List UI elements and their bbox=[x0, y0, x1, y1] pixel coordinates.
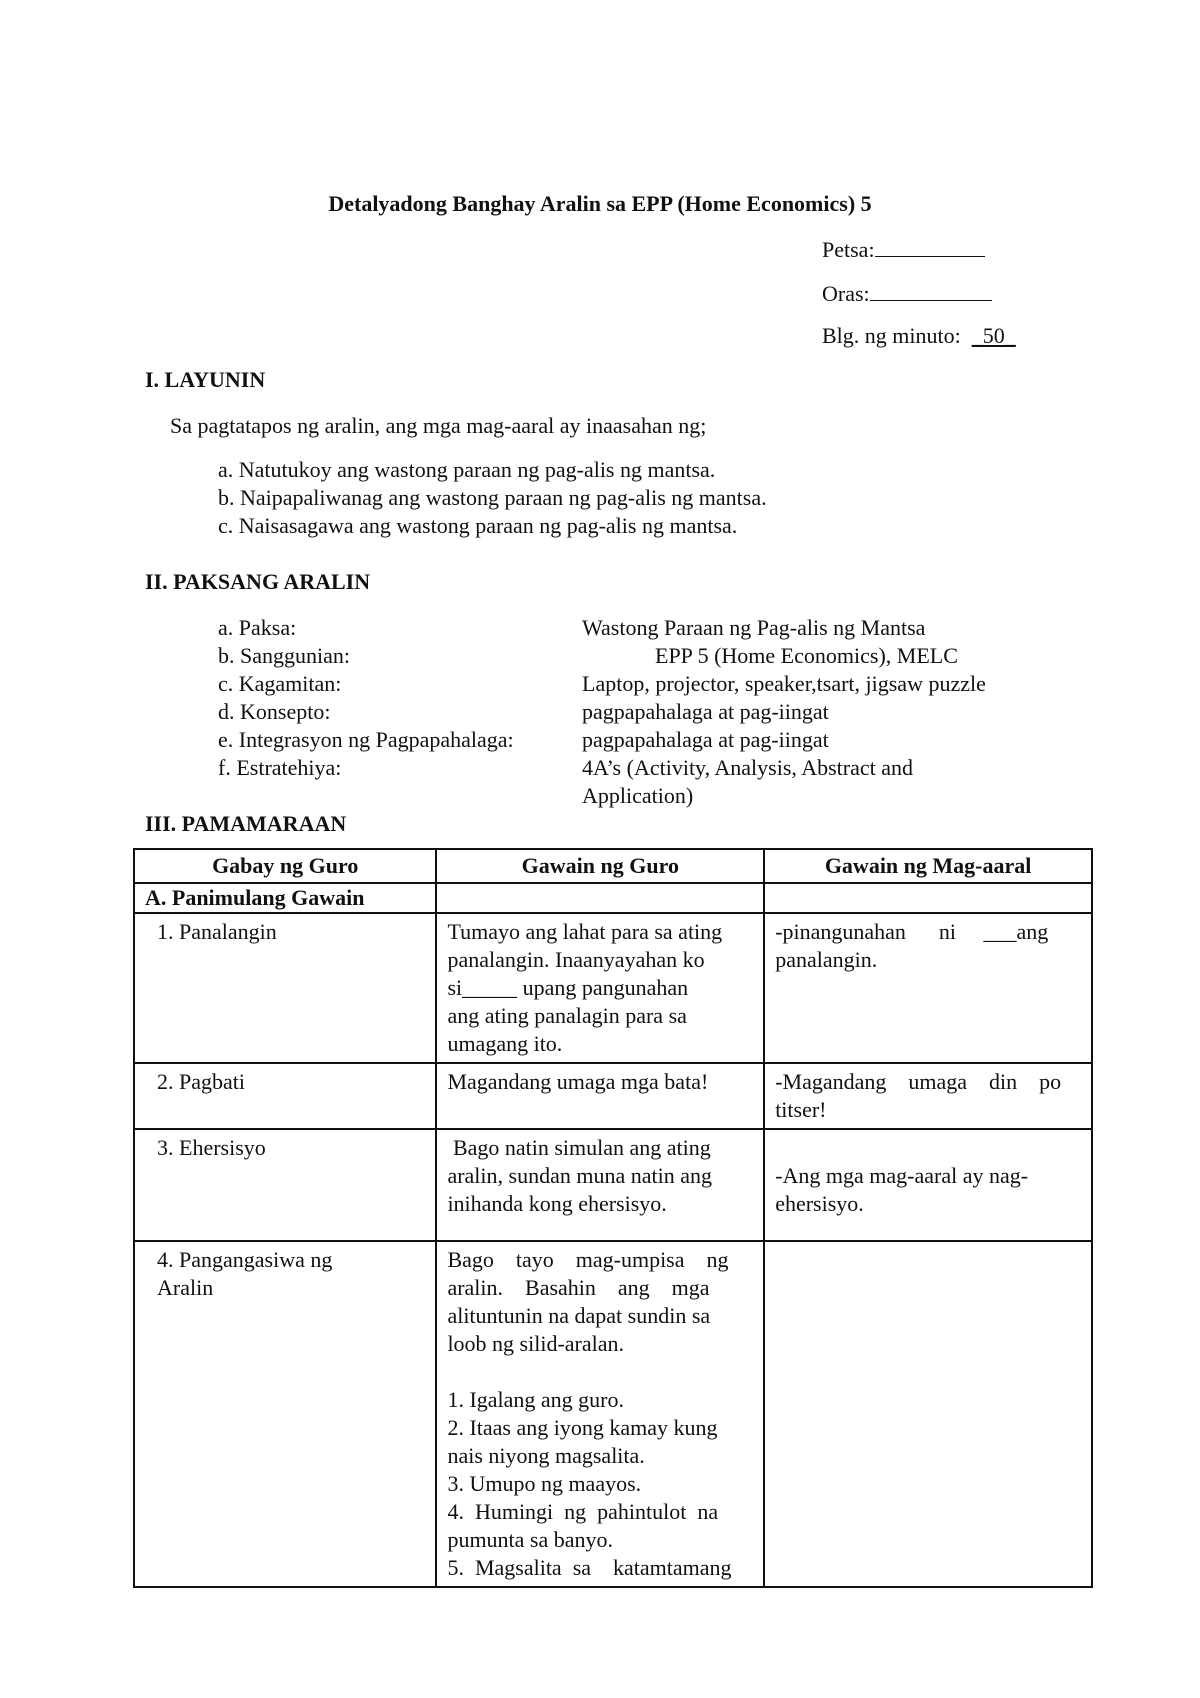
table-row bbox=[134, 1129, 1092, 1241]
document-title: Detalyadong Banghay Aralin sa EPP (Home Economics) 5 bbox=[328, 191, 872, 216]
sanggunian-label: b. Sanggunian: bbox=[218, 643, 350, 668]
teacher-line: ang ating panalagin para sa bbox=[447, 1003, 687, 1028]
guide-cell: 1. Panalangin bbox=[134, 913, 436, 1063]
teacher-line: umagang ito. bbox=[447, 1031, 563, 1056]
kagamitan-value: Laptop, projector, speaker,tsart, jigsaw puzzle bbox=[582, 671, 986, 696]
guide-cell: 3. Ehersisyo bbox=[134, 1129, 436, 1241]
estratehiya-value: 4A’s (Activity, Analysis, Abstract and bbox=[582, 755, 913, 780]
konsepto-value: pagpapahalaga at pag-iingat bbox=[582, 699, 829, 724]
rule-item: 5. Magsalita sa katamtamang bbox=[447, 1555, 732, 1580]
integrasyon-value: pagpapahalaga at pag-iingat bbox=[582, 727, 829, 752]
layunin-item-c: c. Naisasagawa ang wastong paraan ng pag-alis ng mantsa. bbox=[218, 513, 738, 538]
teacher-line-blank bbox=[447, 1358, 753, 1386]
header-gabay: Gabay ng Guro bbox=[134, 849, 436, 883]
layunin-item-b: b. Naipapaliwanag ang wastong paraan ng pag-alis ng mantsa. bbox=[218, 485, 767, 510]
teacher-line: Bago natin simulan ang ating bbox=[447, 1135, 711, 1160]
teacher-cell bbox=[436, 1063, 764, 1129]
section-empty-cell bbox=[764, 883, 1092, 913]
table-row bbox=[134, 913, 1092, 1063]
teacher-line: panalangin. Inaanyayahan ko bbox=[447, 947, 705, 972]
kagamitan-label: c. Kagamitan: bbox=[218, 671, 342, 696]
teacher-line: loob ng silid-aralan. bbox=[447, 1331, 625, 1356]
section-row bbox=[134, 883, 1092, 913]
header-gawain-guro: Gawain ng Guro bbox=[436, 849, 764, 883]
student-line: panalangin. bbox=[775, 947, 878, 972]
guide-line: 4. Pangangasiwa ng bbox=[157, 1247, 333, 1272]
teacher-line: alituntunin na dapat sundin sa bbox=[447, 1303, 711, 1328]
student-line: ehersisyo. bbox=[775, 1191, 864, 1216]
teacher-cell bbox=[436, 1129, 764, 1241]
minuto-field bbox=[822, 322, 1016, 350]
layunin-heading: I. LAYUNIN bbox=[145, 367, 266, 392]
table-row bbox=[134, 1063, 1092, 1129]
integrasyon-label: e. Integrasyon ng Pagpapahalaga: bbox=[218, 727, 514, 752]
oras-label: Oras: bbox=[822, 281, 870, 306]
header-gawain-mag-aaral: Gawain ng Mag-aaral bbox=[764, 849, 1092, 883]
teacher-line: Magandang umaga mga bata! bbox=[447, 1069, 709, 1094]
student-cell bbox=[764, 1063, 1092, 1129]
rule-item: 2. Itaas ang iyong kamay kung bbox=[447, 1415, 718, 1440]
rule-item: pumunta sa banyo. bbox=[447, 1527, 614, 1552]
pamamaraan-table bbox=[133, 848, 1093, 1588]
teacher-line: aralin, sundan muna natin ang bbox=[447, 1163, 712, 1188]
petsa-blank bbox=[875, 234, 985, 257]
petsa-label: Petsa: bbox=[822, 237, 875, 262]
teacher-line: inihanda kong ehersisyo. bbox=[447, 1191, 667, 1216]
student-line-blank bbox=[775, 1134, 1081, 1162]
minuto-value: _50_ bbox=[971, 323, 1016, 348]
paksang-aralin-heading: II. PAKSANG ARALIN bbox=[145, 569, 371, 594]
student-line: -Ang mga mag-aaral ay nag- bbox=[775, 1163, 1029, 1188]
section-empty-cell bbox=[436, 883, 764, 913]
sanggunian-value: EPP 5 (Home Economics), MELC bbox=[655, 643, 958, 668]
layunin-intro: Sa pagtatapos ng aralin, ang mga mag-aaral ay inaasahan ng; bbox=[170, 413, 707, 438]
konsepto-label: d. Konsepto: bbox=[218, 699, 331, 724]
minuto-label: Blg. ng minuto: bbox=[822, 323, 961, 348]
teacher-cell bbox=[436, 1241, 764, 1587]
petsa-field bbox=[822, 234, 985, 264]
table-header-row bbox=[134, 849, 1092, 883]
teacher-cell bbox=[436, 913, 764, 1063]
estratehiya-value-cont: Application) bbox=[582, 783, 694, 808]
teacher-line: aralin. Basahin ang mga bbox=[447, 1275, 710, 1300]
estratehiya-label: f. Estratehiya: bbox=[218, 755, 342, 780]
guide-cell bbox=[134, 1241, 436, 1587]
paksa-value: Wastong Paraan ng Pag-alis ng Mantsa bbox=[582, 615, 926, 640]
student-line: titser! bbox=[775, 1097, 827, 1122]
teacher-line: si_____ upang pangunahan bbox=[447, 975, 689, 1000]
rule-item: nais niyong magsalita. bbox=[447, 1443, 645, 1468]
teacher-line: Bago tayo mag-umpisa ng bbox=[447, 1247, 729, 1272]
student-line: -pinangunahan ni ___ang bbox=[775, 919, 1049, 944]
section-label: A. Panimulang Gawain bbox=[134, 883, 436, 913]
oras-blank bbox=[870, 278, 992, 301]
pamamaraan-heading: III. PAMAMARAAN bbox=[145, 811, 347, 836]
guide-cell: 2. Pagbati bbox=[134, 1063, 436, 1129]
paksa-label: a. Paksa: bbox=[218, 615, 297, 640]
rule-item: 1. Igalang ang guro. bbox=[447, 1387, 624, 1412]
guide-line: Aralin bbox=[157, 1275, 214, 1300]
table-row bbox=[134, 1241, 1092, 1587]
student-cell bbox=[764, 913, 1092, 1063]
oras-field bbox=[822, 278, 992, 308]
teacher-line: Tumayo ang lahat para sa ating bbox=[447, 919, 723, 944]
rule-item: 3. Umupo ng maayos. bbox=[447, 1471, 642, 1496]
student-cell bbox=[764, 1241, 1092, 1587]
rule-item: 4. Humingi ng pahintulot na bbox=[447, 1499, 719, 1524]
student-line: -Magandang umaga din po bbox=[775, 1069, 1062, 1094]
student-cell bbox=[764, 1129, 1092, 1241]
layunin-item-a: a. Natutukoy ang wastong paraan ng pag-alis ng mantsa. bbox=[218, 457, 716, 482]
